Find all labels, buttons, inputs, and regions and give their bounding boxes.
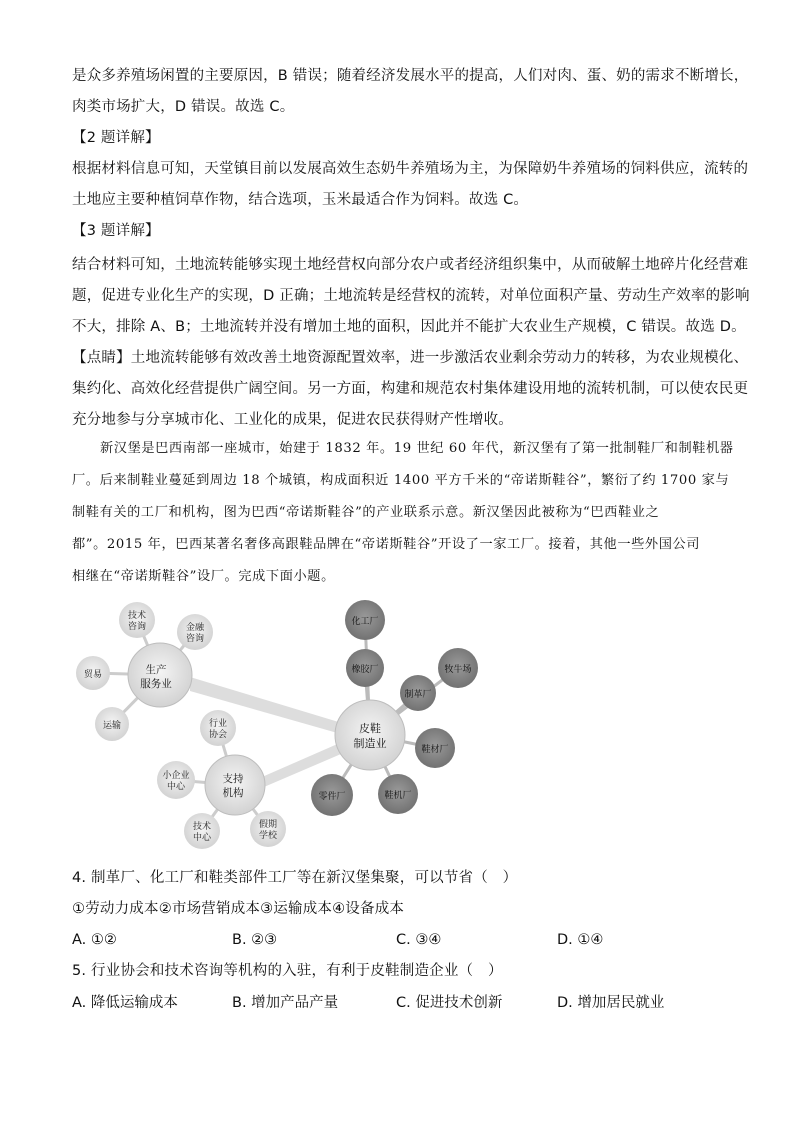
node-tannery	[400, 675, 436, 711]
paragraph-line: 结合材料可知，土地流转能够实现土地经营权向部分农户或者经济组织集中，从而破解土地碎片化经营难	[72, 257, 749, 273]
svg-text:鞋机厂: 鞋机厂	[384, 791, 412, 801]
paragraph-line: 肉类市场扩大，D 错误。故选 C。	[72, 99, 295, 115]
hub-production-services	[128, 643, 192, 707]
svg-text:制革厂: 制革厂	[404, 690, 432, 700]
material-line: 都”。2015 年，巴西某著名奢侈高跟鞋品牌在“帝诺斯鞋谷”开设了一家工厂。接着，其他一些外国公司	[72, 537, 701, 552]
node-finance-consult	[177, 614, 213, 650]
svg-text:服务业: 服务业	[140, 678, 172, 690]
question-4-option-a[interactable]: A. ①②	[72, 932, 117, 948]
svg-text:行业: 行业	[208, 719, 228, 729]
question-4-stem: 4. 制革厂、化工厂和鞋类部件工厂等在新汉堡集聚，可以节省（ ）	[72, 870, 518, 886]
node-chemical-plant	[345, 600, 385, 640]
svg-text:咨询: 咨询	[185, 634, 205, 644]
node-rubber-plant	[346, 649, 384, 687]
svg-text:橡胶厂: 橡胶厂	[351, 665, 379, 675]
question-4-option-b[interactable]: B. ②③	[232, 932, 278, 948]
paragraph-line: 题，促进专业化生产的实现，D 正确；土地流转是经营权的流转，对单位面积产量、劳动生产效率的影响	[72, 288, 750, 304]
material-line: 厂。后来制鞋业蔓延到周边 18 个城镇，构成面积近 1400 平方千米的“帝诺斯鞋谷”，繁衍了约 1700 家与	[72, 473, 730, 488]
svg-text:鞋材厂: 鞋材厂	[421, 745, 449, 755]
industry-linkage-diagram	[0, 595, 794, 855]
svg-text:假期: 假期	[258, 820, 278, 830]
question-5-option-d[interactable]: D. 增加居民就业	[557, 995, 665, 1011]
node-parts-plant	[311, 774, 353, 816]
node-vacation-school	[250, 811, 286, 847]
svg-text:机构: 机构	[222, 787, 244, 799]
tip-line: 充分地参与分享城市化、工业化的成果，促进农民获得财产性增收。	[72, 412, 513, 428]
node-shoe-machine-plant	[378, 774, 418, 814]
question-4-option-d[interactable]: D. ①④	[557, 932, 604, 948]
question-4-items: ①劳动力成本②市场营销成本③运输成本④设备成本	[72, 901, 405, 917]
material-line: 制鞋有关的工厂和机构，图为巴西“帝诺斯鞋谷”的产业联系示意。新汉堡因此被称为“巴西鞋业之	[72, 505, 660, 520]
svg-text:技术: 技术	[127, 611, 147, 621]
paragraph-line: 是众多养殖场闲置的主要原因，B 错误；随着经济发展水平的提高，人们对肉、蛋、奶的需求不断增长，	[72, 68, 749, 84]
node-industry-association	[200, 710, 236, 746]
section-heading: 【2 题详解】	[72, 130, 160, 146]
svg-text:学校: 学校	[258, 831, 278, 841]
svg-text:中心: 中心	[192, 833, 212, 843]
node-cattle-ranch	[438, 648, 478, 688]
svg-text:贸易: 贸易	[83, 670, 103, 680]
svg-text:中心: 中心	[166, 782, 186, 792]
hub-support-institutions	[205, 755, 265, 815]
tip-line: 集约化、高效化经营提供广阔空间。另一方面，构建和规范农村集体建设用地的流转机制，可以使农民更	[72, 381, 749, 397]
node-tech-center	[184, 813, 220, 849]
tip-line: 【点睛】土地流转能够有效改善土地资源配置效率，进一步激活农业剩余劳动力的转移，为农业规模化、	[72, 350, 749, 366]
material-line: 相继在“帝诺斯鞋谷”设厂。完成下面小题。	[72, 569, 335, 584]
svg-text:皮鞋: 皮鞋	[359, 722, 381, 735]
node-shoe-material-plant	[415, 728, 455, 768]
svg-text:咨询: 咨询	[127, 622, 147, 632]
question-4-option-c[interactable]: C. ③④	[396, 932, 442, 948]
question-5-option-c[interactable]: C. 促进技术创新	[396, 995, 503, 1011]
paragraph-line: 根据材料信息可知，天堂镇目前以发展高效生态奶牛养殖场为主，为保障奶牛养殖场的饲料供应，流转的	[72, 161, 749, 177]
hub-shoe-manufacturing	[335, 700, 405, 770]
node-tech-consult	[119, 602, 155, 638]
section-heading: 【3 题详解】	[72, 223, 160, 239]
paragraph-line: 土地应主要种植饲草作物，结合选项，玉米最适合作为饲料。故选 C。	[72, 192, 529, 208]
node-trade	[76, 656, 110, 690]
node-transport	[95, 707, 129, 741]
svg-text:支持: 支持	[222, 773, 244, 785]
svg-text:小企业: 小企业	[162, 771, 190, 781]
svg-text:协会: 协会	[208, 730, 228, 740]
node-small-business-center	[157, 761, 195, 799]
svg-text:技术: 技术	[192, 822, 212, 832]
svg-text:零件厂: 零件厂	[318, 792, 346, 802]
question-5-stem: 5. 行业协会和技术咨询等机构的入驻，有利于皮鞋制造企业（ ）	[72, 963, 503, 979]
svg-text:牧牛场: 牧牛场	[444, 665, 472, 675]
question-5-option-a[interactable]: A. 降低运输成本	[72, 995, 178, 1011]
svg-text:金融: 金融	[185, 623, 205, 633]
question-5-option-b[interactable]: B. 增加产品产量	[232, 995, 339, 1011]
svg-text:生产: 生产	[145, 664, 167, 676]
material-line: 新汉堡是巴西南部一座城市，始建于 1832 年。19 世纪 60 年代，新汉堡有了第一批制鞋厂和制鞋机器	[100, 441, 734, 456]
svg-text:运输: 运输	[102, 721, 122, 731]
svg-text:化工厂: 化工厂	[351, 617, 379, 627]
svg-text:制造业: 制造业	[353, 737, 387, 750]
paragraph-line: 不大，排除 A、B；土地流转并没有增加土地的面积，因此并不能扩大农业生产规模，C 错误。故选 D。	[72, 319, 746, 335]
